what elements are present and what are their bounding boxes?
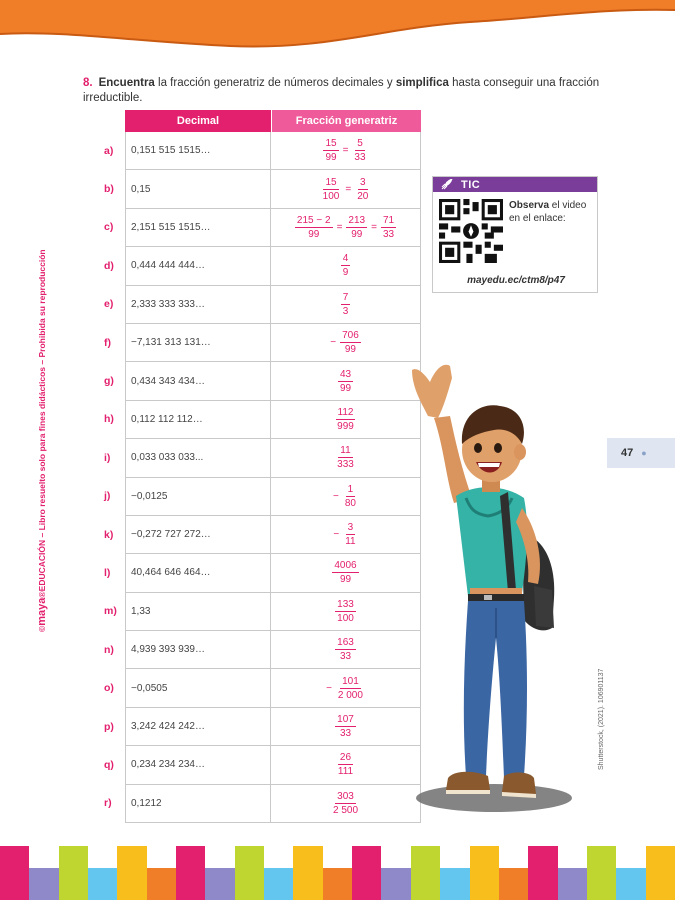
fraction: [335, 599, 356, 624]
denominator: 2 000: [337, 689, 363, 701]
row-label: i): [104, 451, 111, 464]
denominator: 33: [339, 728, 352, 740]
numerator: 71: [382, 214, 395, 226]
row-label: l): [104, 566, 111, 579]
decimal-cell: 0,033 033 033...: [126, 439, 271, 476]
tic-header: [433, 177, 597, 192]
brand-logo: maya: [36, 597, 48, 626]
fraction: [343, 522, 357, 547]
fraction: [335, 637, 356, 662]
operator: =: [345, 183, 352, 195]
fraction: [352, 138, 367, 163]
denominator: 99: [339, 382, 352, 394]
numerator: 1: [347, 483, 354, 495]
fraction: [355, 177, 370, 202]
table-row: [104, 554, 421, 592]
numerator: 706: [342, 330, 359, 342]
exercise-statement: [83, 76, 603, 106]
numerator: 303: [337, 790, 354, 802]
table-header: [125, 110, 421, 132]
denominator: 111: [337, 766, 354, 778]
color-stripe: [205, 868, 234, 900]
fraction: [341, 253, 351, 278]
tic-title: TIC: [461, 178, 481, 191]
fraction-cell: [271, 516, 420, 553]
numerator: 7: [342, 291, 349, 303]
decimal-cell: 0,434 343 434…: [126, 362, 271, 399]
decimal-cell: 2,333 333 333…: [126, 286, 271, 323]
fraction: [323, 138, 338, 163]
decimal-cell: −0,0125: [126, 478, 271, 515]
decimal-cell: 1,33: [126, 593, 271, 630]
table-row: [104, 286, 421, 324]
page-number-tab: [607, 438, 675, 468]
color-stripe: [499, 868, 528, 900]
tic-box: [432, 176, 598, 293]
rocket-icon: [441, 179, 453, 190]
denominator: 33: [354, 152, 366, 164]
fraction-cell: [271, 439, 420, 476]
color-stripe: [528, 846, 557, 900]
numerator: 4006: [334, 560, 357, 572]
top-banner: [0, 0, 675, 52]
numerator: 133: [337, 598, 354, 610]
table-row: [104, 247, 421, 285]
color-stripe: [176, 846, 205, 900]
operator: =: [371, 221, 377, 233]
fraction: [332, 560, 358, 585]
decimal-cell: 4,939 393 939…: [126, 631, 271, 668]
color-stripe: [264, 868, 293, 900]
boy-illustration: [404, 358, 574, 818]
color-stripe: [59, 846, 88, 900]
color-stripe: [411, 846, 440, 900]
denominator: 999: [337, 420, 354, 432]
fraction-cell: [271, 478, 420, 515]
table-row: [104, 132, 421, 170]
row-label: p): [104, 720, 114, 733]
fraction-cell: [271, 593, 420, 630]
denominator: 99: [308, 228, 320, 240]
numerator: 43: [339, 368, 352, 380]
fraction-cell: [271, 401, 420, 438]
denominator: 2 500: [332, 804, 359, 816]
fraction-cell: [271, 362, 420, 399]
fraction-cell: [271, 209, 420, 246]
operator: −: [333, 490, 339, 502]
decimal-cell: 40,464 646 464…: [126, 554, 271, 591]
table-row: [104, 516, 421, 554]
table-row: [104, 478, 421, 516]
fraction-cell: [271, 324, 420, 361]
table-row: [104, 439, 421, 477]
denominator: 100: [337, 612, 354, 624]
decimal-cell: −0,272 727 272…: [126, 516, 271, 553]
row-label: d): [104, 259, 114, 272]
fraction-cell: [271, 554, 420, 591]
numerator: 4: [342, 253, 349, 265]
exercise-number: 8.: [83, 77, 93, 89]
table-row: [104, 324, 421, 362]
color-stripe: [646, 846, 675, 900]
decimal-cell: 0,151 515 1515…: [126, 132, 271, 169]
row-label: n): [104, 643, 114, 656]
color-stripe: [235, 846, 264, 900]
fraction-cell: [271, 746, 420, 783]
denominator: 99: [325, 152, 337, 164]
fraction: [335, 445, 356, 470]
operator: =: [342, 145, 349, 157]
row-label: c): [104, 221, 114, 234]
denominator: 333: [337, 459, 354, 471]
color-stripe: [293, 846, 322, 900]
denominator: 20: [357, 190, 369, 202]
tic-instruction: el video en el enlace:: [509, 200, 587, 224]
decimal-cell: 0,15: [126, 170, 271, 207]
row-label: b): [104, 183, 114, 196]
operator: −: [326, 682, 332, 694]
fraction: [321, 177, 342, 202]
fraction: [336, 676, 365, 701]
denominator: 99: [344, 344, 356, 356]
table-row: [104, 362, 421, 400]
qr-code-icon[interactable]: [439, 199, 503, 263]
row-label: o): [104, 682, 114, 695]
denominator: 3: [342, 305, 349, 317]
denominator: 33: [382, 228, 395, 240]
fraction-cell: [271, 170, 420, 207]
decimal-cell: −0,0505: [126, 669, 271, 706]
row-label: j): [104, 490, 111, 503]
row-label: k): [104, 528, 114, 541]
color-stripe: [470, 846, 499, 900]
table-row: [104, 708, 421, 746]
color-stripe: [352, 846, 381, 900]
exercise-text-end: hasta conseguir una fracción irreductible.: [83, 77, 600, 104]
exercise-verb-find: Encuentra: [98, 77, 155, 89]
row-label: a): [104, 144, 114, 157]
tic-text: [509, 199, 595, 225]
denominator: 33: [339, 651, 352, 663]
decimal-cell: 0,1212: [126, 785, 271, 822]
numerator: 107: [337, 714, 354, 726]
fraction: [341, 292, 351, 317]
table-body: [104, 132, 421, 823]
fraction-cell: [271, 708, 420, 745]
color-stripe: [587, 846, 616, 900]
fractions-table: [104, 110, 421, 823]
table-row: [104, 593, 421, 631]
numerator: 163: [337, 637, 354, 649]
fraction: [343, 484, 358, 509]
fraction-cell: [271, 132, 420, 169]
fraction: [331, 791, 360, 816]
page-number: 47: [621, 447, 634, 459]
row-label: q): [104, 758, 114, 771]
color-stripe: [88, 868, 117, 900]
decimal-cell: 0,234 234 234…: [126, 746, 271, 783]
color-stripe: [147, 868, 176, 900]
exercise-verb-simplify: simplifica: [395, 77, 449, 89]
table-row: [104, 631, 421, 669]
decimal-cell: 0,444 444 444…: [126, 247, 271, 284]
table-row: [104, 669, 421, 707]
row-label: m): [104, 605, 117, 618]
fraction-cell: [271, 785, 420, 822]
numerator: 5: [357, 138, 363, 150]
numerator: 15: [325, 138, 337, 150]
tic-link[interactable]: mayedu.ec/ctm8/p47: [467, 275, 565, 286]
numerator: 3: [359, 176, 366, 188]
numerator: 26: [339, 752, 352, 764]
operator: −: [333, 529, 340, 541]
fraction: [335, 714, 356, 739]
color-stripe: [29, 868, 58, 900]
exercise-text-middle: la fracción generatriz de números decimales y: [154, 77, 396, 89]
numerator: 213: [348, 214, 366, 226]
denominator: 9: [342, 267, 349, 279]
denominator: 100: [322, 190, 340, 202]
row-label: r): [104, 797, 112, 810]
numerator: 3: [347, 522, 354, 534]
side-copyright: [36, 249, 48, 632]
fraction: [340, 330, 361, 355]
color-stripe: [558, 868, 587, 900]
row-label: f): [104, 336, 111, 349]
operator: =: [336, 221, 343, 233]
fraction-cell: [271, 286, 420, 323]
table-row: [104, 401, 421, 439]
color-stripe: [323, 868, 352, 900]
header-fraction: Fracción generatriz: [271, 110, 421, 132]
decimal-cell: 0,112 112 112…: [126, 401, 271, 438]
row-label: g): [104, 375, 114, 388]
bottom-color-strip: [0, 846, 675, 900]
row-label: e): [104, 298, 114, 311]
color-stripe: [440, 868, 469, 900]
numerator: 15: [325, 176, 337, 188]
copyright-symbol: ©: [37, 625, 47, 632]
numerator: 11: [340, 445, 351, 457]
fraction: [336, 752, 355, 777]
fraction-cell: [271, 247, 420, 284]
color-stripe: [0, 846, 29, 900]
denominator: 99: [351, 228, 363, 240]
numerator: 101: [342, 675, 359, 687]
fraction: [335, 407, 356, 432]
fraction: [381, 215, 396, 240]
color-stripe: [117, 846, 146, 900]
fraction-cell: [271, 631, 420, 668]
image-credit: Shutterstock, (2021). 106901137: [598, 668, 605, 770]
copyright-text: ®EDUCACIÓN – Libro resuelto solo para fines didácticos – Prohibida su reproducción: [37, 249, 47, 598]
decimal-cell: 2,151 515 1515…: [126, 209, 271, 246]
table-row: [104, 785, 421, 823]
fraction-cell: [271, 669, 420, 706]
denominator: 99: [339, 574, 352, 586]
decimal-cell: 3,242 424 242…: [126, 708, 271, 745]
table-row: [104, 746, 421, 784]
table-row: [104, 209, 421, 247]
fraction: [295, 215, 333, 240]
numerator: 215 − 2: [296, 214, 331, 226]
denominator: 11: [345, 536, 356, 548]
color-stripe: [616, 868, 645, 900]
fraction: [346, 215, 367, 240]
operator: −: [330, 337, 337, 349]
numerator: 112: [337, 406, 354, 418]
row-label: h): [104, 413, 114, 426]
color-stripe: [381, 868, 410, 900]
header-decimal: Decimal: [125, 110, 271, 132]
tab-dot-icon: ●: [641, 448, 647, 458]
tic-verb: Observa: [509, 200, 550, 211]
decimal-cell: −7,131 313 131…: [126, 324, 271, 361]
fraction: [338, 369, 353, 394]
table-row: [104, 170, 421, 208]
denominator: 80: [344, 497, 356, 509]
